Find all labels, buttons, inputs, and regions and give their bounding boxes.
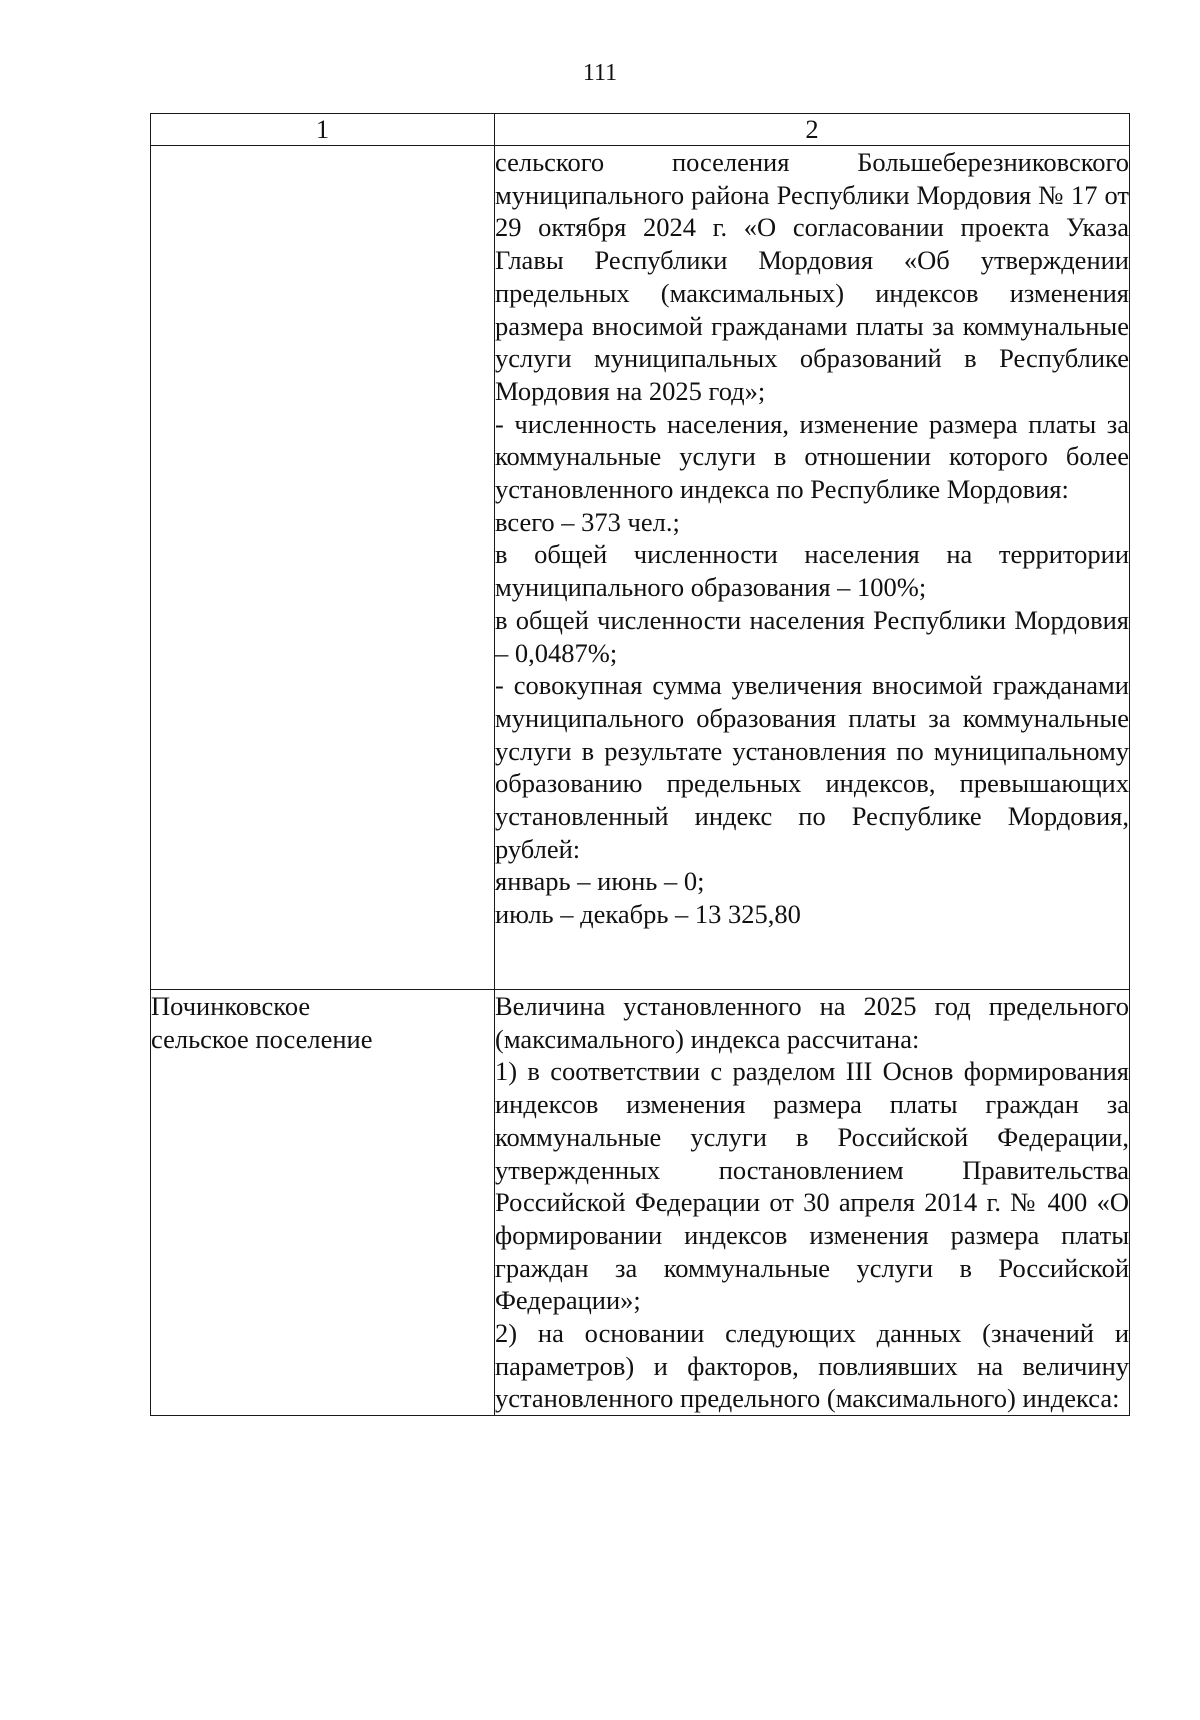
row1-paragraph-7: январь – июнь – 0;: [495, 866, 705, 897]
row2-paragraph-1: Величина установленного на 2025 год предельного (максимального) индекса рассчитана:: [495, 991, 1129, 1054]
row1-paragraph-2: - численность населения, изменение размера платы за коммунальные услуги в отношении которого более установленного индекса по Республике Мордовия:: [495, 408, 1129, 505]
row2-col1-cell: [151, 990, 495, 1416]
municipality-name-line1: Починковское: [151, 991, 311, 1021]
row1-col2-cell: [495, 146, 1130, 990]
document-table: [150, 113, 1130, 1416]
row1-paragraph-6: - совокупная сумма увеличения вносимой гражданами муниципального образования платы за коммунальные услуги в результате установления по муниципальному образованию предельных индексов, превышающих установленный индекс по Республике Мордовия, рублей:: [495, 670, 1129, 864]
header-cell-col2: 2: [495, 114, 1130, 146]
municipality-name-line2: сельское поселение: [151, 1023, 373, 1054]
row2-paragraph-3: 2) на основании следующих данных (значений и параметров) и факторов, повлиявших на величину установленного предельного (максимального) индекса:: [495, 1318, 1129, 1414]
header-cell-col1: 1: [151, 114, 495, 146]
row2-paragraph-2: 1) в соответствии с разделом III Основ формирования индексов изменения размера платы граждан за коммунальные услуги в Российской Федерации, утвержденных постановлением Правительства Российской Федерации от 30 апреля 2014 г. № 400 «О формировании индексов изменения размера платы граждан за коммунальные услуги в Российской Федерации»;: [495, 1056, 1129, 1316]
table-row: [151, 146, 1130, 990]
table-row: [151, 990, 1130, 1416]
row1-paragraph-1: сельского поселения Большеберезниковского муниципального района Республики Мордовия № 17 от 29 октября 2024 г. «О согласовании проекта Указа Главы Республики Мордовия «Об утверждении предельных (максимальных) индексов изменения размера вносимой гражданами платы за коммунальные услуги муниципальных образований в Республике Мордовия на 2025 год»;: [495, 147, 1129, 406]
table-header-row: [151, 114, 1130, 146]
row1-paragraph-4: в общей численности населения на территории муниципального образования – 100%;: [495, 539, 1129, 603]
row1-col1-cell: [151, 146, 495, 990]
row1-paragraph-3: всего – 373 чел.;: [495, 506, 680, 537]
row2-col2-cell: [495, 990, 1130, 1416]
row1-paragraph-5: в общей численности населения Республики Мордовия – 0,0487%;: [495, 604, 1129, 668]
page-number: 111: [582, 60, 618, 86]
row1-paragraph-8: июль – декабрь – 13 325,80: [495, 899, 801, 930]
